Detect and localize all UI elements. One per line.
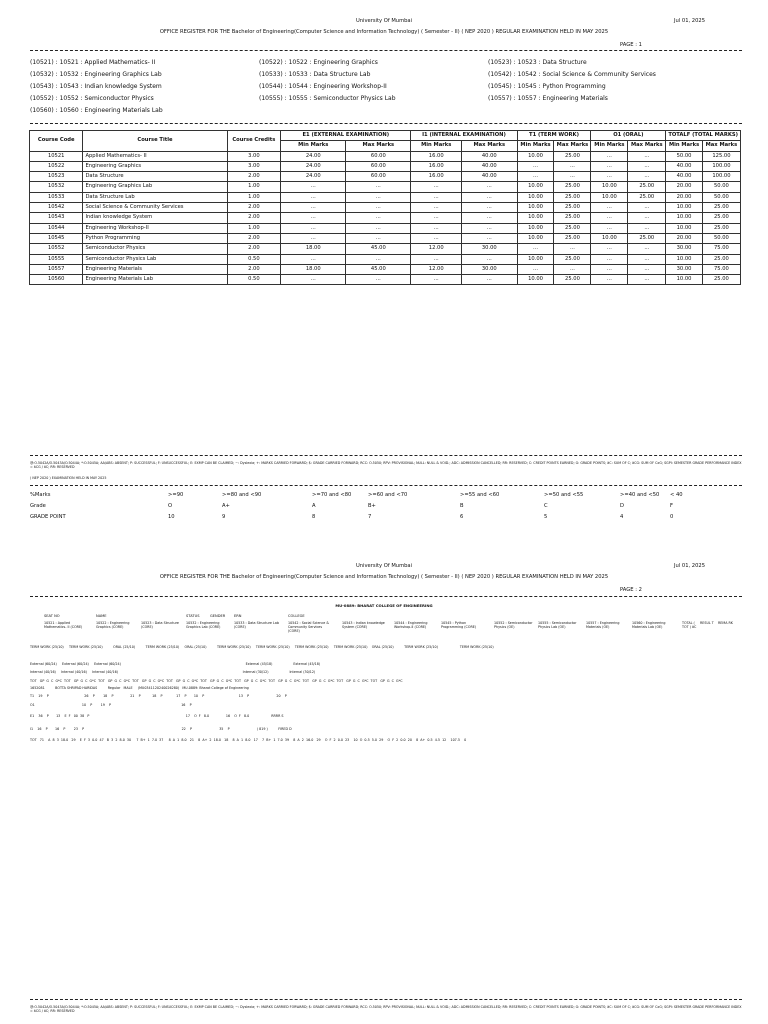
col-seat-no: SEAT NO bbox=[44, 614, 60, 618]
course-list-item: (10522) : 10522 : Engineering Graphics bbox=[259, 59, 378, 66]
result-row: External (60/24) External (60/24) External (60/24) External (45/18) External (45/18) bbox=[30, 662, 321, 666]
table-cell: ... bbox=[517, 264, 554, 274]
result-row: O1 10 P 19 P 16 P bbox=[30, 703, 192, 707]
subject-header: REMA RK bbox=[718, 621, 733, 625]
table-cell: ... bbox=[591, 275, 628, 285]
table-cell: 45.00 bbox=[346, 264, 411, 274]
table-row bbox=[30, 254, 741, 264]
table-cell: ... bbox=[628, 275, 666, 285]
table-cell: 2.00 bbox=[227, 172, 281, 182]
table-cell: 25.00 bbox=[702, 275, 740, 285]
table-cell: ... bbox=[591, 254, 628, 264]
col-i1: I1 (INTERNAL EXAMINATION) bbox=[411, 131, 517, 141]
table-cell: 16.00 bbox=[411, 172, 462, 182]
table-cell: Data Structure bbox=[83, 172, 227, 182]
course-list-item: (10542) : 10542 : Social Science & Community Services bbox=[488, 71, 656, 79]
table-cell: 50.00 bbox=[702, 233, 740, 243]
table-cell: 25.00 bbox=[628, 192, 666, 202]
grade-cell: C bbox=[544, 503, 548, 509]
result-row: TERM WORK (25/10) TERM WORK (25/10) ORAL (25/10) TERM WORK (25/10) ORAL (25/10) TERM WORK (25/10) TERM WORK (25/10) TERM WORK (25/10) TERM WORK (25/10) ORAL (25/10) TERM WORK (25/10) TERM WORK (25/10) bbox=[30, 645, 494, 649]
table-cell: Engineering Workshop-II bbox=[83, 223, 227, 233]
table-cell: ... bbox=[411, 203, 462, 213]
table-cell: Engineering Materials bbox=[83, 264, 227, 274]
table-cell: Applied Mathematics- II bbox=[83, 151, 227, 161]
grade-cell: 7 bbox=[368, 514, 372, 520]
grade-cell: GRADE POINT bbox=[30, 514, 66, 520]
table-cell: 20.00 bbox=[666, 192, 703, 202]
table-cell: 1.00 bbox=[227, 223, 281, 233]
table-cell: 16.00 bbox=[411, 151, 462, 161]
max-marks-header: Max Marks bbox=[346, 141, 411, 151]
table-cell: 25.00 bbox=[628, 182, 666, 192]
table-cell: ... bbox=[411, 233, 462, 243]
table-cell: Semiconductor Physics bbox=[83, 244, 227, 254]
grade-cell: 5 bbox=[544, 514, 548, 520]
table-row bbox=[30, 233, 741, 243]
grade-cell: >=90 bbox=[168, 492, 184, 498]
table-cell: ... bbox=[346, 192, 411, 202]
subject-header: 10552 : Semiconductor Physics (OE) bbox=[494, 621, 533, 630]
table-cell: 10545 bbox=[30, 233, 83, 243]
course-list bbox=[30, 57, 742, 117]
table-cell: 12.00 bbox=[411, 244, 462, 254]
table-cell: 50.00 bbox=[702, 192, 740, 202]
table-cell: 25.00 bbox=[702, 254, 740, 264]
report-date: Jul 01, 2025 bbox=[674, 563, 706, 569]
table-cell: ... bbox=[517, 244, 554, 254]
table-cell: Engineering Graphics Lab bbox=[83, 182, 227, 192]
table-cell: 1.00 bbox=[227, 192, 281, 202]
result-row: 1652081 BOTTA SHRIPAD HARIDAS Regular MALE (MU0341120240026280) MU-0889: Bharat College of Engineering bbox=[30, 686, 249, 690]
col-course-title: Course Title bbox=[83, 131, 227, 152]
table-cell: 10.00 bbox=[517, 151, 554, 161]
grade-cell: B+ bbox=[368, 503, 376, 509]
table-cell: 24.00 bbox=[281, 151, 346, 161]
table-cell: 30.00 bbox=[462, 264, 518, 274]
course-list-item: (10560) : 10560 : Engineering Materials Lab bbox=[30, 107, 163, 115]
grade-cell: >=80 and <90 bbox=[222, 492, 262, 498]
table-cell: ... bbox=[411, 223, 462, 233]
table-cell: 10543 bbox=[30, 213, 83, 223]
grade-cell: 4 bbox=[620, 514, 624, 520]
table-cell: 0.50 bbox=[227, 254, 281, 264]
subject-header: 10560 : Engineering Materials Lab (OE) bbox=[632, 621, 666, 630]
table-cell: ... bbox=[591, 264, 628, 274]
table-cell: ... bbox=[591, 151, 628, 161]
table-cell: ... bbox=[628, 254, 666, 264]
table-cell: 16.00 bbox=[411, 161, 462, 171]
table-cell: 0.50 bbox=[227, 275, 281, 285]
grade-cell: >=55 and <60 bbox=[460, 492, 500, 498]
table-cell: ... bbox=[591, 213, 628, 223]
table-cell: 75.00 bbox=[702, 244, 740, 254]
table-cell: 10.00 bbox=[666, 223, 703, 233]
table-cell: 10.00 bbox=[517, 182, 554, 192]
subject-header: 10545 : Python Programming (CORE) bbox=[441, 621, 477, 630]
table-cell: 10544 bbox=[30, 223, 83, 233]
table-cell: 3.00 bbox=[227, 151, 281, 161]
college-heading: MU-0889: BHARAT COLLEGE OF ENGINEERING bbox=[335, 603, 433, 608]
table-cell: ... bbox=[462, 275, 518, 285]
table-cell: 25.00 bbox=[554, 275, 591, 285]
table-cell: 40.00 bbox=[666, 172, 703, 182]
table-cell: Engineering Graphics bbox=[83, 161, 227, 171]
table-cell: 20.00 bbox=[666, 182, 703, 192]
col-status: STATUS bbox=[186, 614, 200, 618]
dashed-divider bbox=[30, 455, 742, 456]
table-cell: 60.00 bbox=[346, 172, 411, 182]
table-cell: ... bbox=[462, 223, 518, 233]
table-cell: 10.00 bbox=[517, 203, 554, 213]
table-cell: ... bbox=[346, 203, 411, 213]
table-cell: 75.00 bbox=[702, 264, 740, 274]
table-cell: ... bbox=[628, 161, 666, 171]
table-row bbox=[30, 275, 741, 285]
table-cell: 10522 bbox=[30, 161, 83, 171]
table-cell: ... bbox=[281, 192, 346, 202]
dashed-divider bbox=[30, 123, 742, 124]
table-cell: 60.00 bbox=[346, 161, 411, 171]
table-cell: ... bbox=[554, 244, 591, 254]
table-cell: ... bbox=[517, 161, 554, 171]
table-cell: 10523 bbox=[30, 172, 83, 182]
subject-header: RESUL T bbox=[700, 621, 714, 625]
result-row: I1 16 P 16 P 23 P 22 P 35 P ( 819 ) FIRED D bbox=[30, 727, 292, 731]
table-row bbox=[30, 151, 741, 161]
table-cell: ... bbox=[462, 233, 518, 243]
col-ern: ERN bbox=[234, 614, 242, 618]
table-cell: Social Science & Community Services bbox=[83, 203, 227, 213]
table-cell: ... bbox=[411, 182, 462, 192]
table-cell: ... bbox=[591, 203, 628, 213]
subject-header: 10542 : Social Science & Community Services (CORE) bbox=[288, 621, 329, 634]
table-cell: 10.00 bbox=[517, 223, 554, 233]
col-gender: GENDER bbox=[210, 614, 226, 618]
course-list-item: (10543) : 10543 : Indian knowledge System bbox=[30, 83, 162, 91]
table-cell: ... bbox=[628, 223, 666, 233]
table-cell: 2.00 bbox=[227, 203, 281, 213]
table-cell: Indian knowledge System bbox=[83, 213, 227, 223]
dashed-divider bbox=[30, 485, 742, 486]
course-list-item: (10557) : 10557 : Engineering Materials bbox=[488, 95, 608, 103]
table-row bbox=[30, 203, 741, 213]
table-row bbox=[30, 264, 741, 274]
table-cell: 10.00 bbox=[666, 254, 703, 264]
grade-cell: >=60 and <70 bbox=[368, 492, 408, 498]
table-cell: 1.00 bbox=[227, 182, 281, 192]
subject-header: 10523 : Data Structure (CORE) bbox=[141, 621, 179, 630]
table-cell: ... bbox=[591, 223, 628, 233]
table-cell: 10.00 bbox=[666, 213, 703, 223]
table-cell: ... bbox=[281, 233, 346, 243]
result-row: TOT GP G C G*C TOT GP G C G*C TOT GP G C G*C TOT GP G C G*C TOT GP G C G*C TOT GP G C G*C TOT GP G C G*C TOT GP G C G*C TOT GP G C G*C TOT GP G C G*C TOT GP G C G*C bbox=[30, 679, 403, 683]
grade-cell: 8 bbox=[312, 514, 316, 520]
table-cell: 25.00 bbox=[702, 213, 740, 223]
table-cell: 25.00 bbox=[554, 233, 591, 243]
table-cell: ... bbox=[411, 275, 462, 285]
dashed-divider bbox=[30, 596, 742, 597]
course-list-item: (10533) : 10533 : Data Structure Lab bbox=[259, 71, 371, 79]
table-cell: 20.00 bbox=[666, 233, 703, 243]
table-row bbox=[30, 213, 741, 223]
min-marks-header: Min Marks bbox=[517, 141, 554, 151]
table-cell: ... bbox=[462, 254, 518, 264]
table-cell: 3.00 bbox=[227, 161, 281, 171]
result-row: TOT 71 A 8 3 18.0 29 E F 3 0.0 47 B 3 2 8.0 30 7 B+ 1 7.0 37 8 A 1 8.0 21 8 A+ 2 18.0 18 8 A 1 8.0 17 7 B+ 1 7.0 39 8 A 2 16.0 29 O F 2 0.0 23 10 O 0.5 5.0 29 O F 2 0.0 20 8 A+ 0.5 4.5 12 107.5 0 bbox=[30, 738, 467, 742]
table-cell: 12.00 bbox=[411, 264, 462, 274]
table-cell: 30.00 bbox=[462, 244, 518, 254]
table-row bbox=[30, 223, 741, 233]
dashed-divider bbox=[30, 999, 742, 1000]
table-cell: 30.00 bbox=[666, 264, 703, 274]
table-cell: 100.00 bbox=[702, 172, 740, 182]
min-marks-header: Min Marks bbox=[411, 141, 462, 151]
table-cell: 25.00 bbox=[554, 151, 591, 161]
table-cell: 40.00 bbox=[462, 172, 518, 182]
table-cell: 10532 bbox=[30, 182, 83, 192]
table-cell: 2.00 bbox=[227, 264, 281, 274]
result-row: E1 36 P 13 E F 00 38 P 17 O F 8.0 16 O F 8.0 RRRR S bbox=[30, 714, 284, 718]
min-marks-header: Min Marks bbox=[591, 141, 628, 151]
table-cell: ... bbox=[411, 254, 462, 264]
course-list-item: (10521) : 10521 : Applied Mathematics- II bbox=[30, 59, 156, 66]
table-cell: ... bbox=[462, 213, 518, 223]
table-cell: 25.00 bbox=[554, 192, 591, 202]
table-cell: ... bbox=[411, 192, 462, 202]
course-list-item: (10523) : 10523 : Data Structure bbox=[488, 59, 587, 66]
grade-cell: 0 bbox=[670, 514, 674, 520]
col-course-code: Course Code bbox=[30, 131, 83, 152]
table-cell: ... bbox=[591, 172, 628, 182]
table-cell: 10521 bbox=[30, 151, 83, 161]
table-cell: ... bbox=[281, 254, 346, 264]
result-row: Internal (40/16) Internal (40/16) Internal (40/16) Internal (30/12) Internal (30/12) bbox=[30, 670, 316, 674]
table-cell: 50.00 bbox=[666, 151, 703, 161]
table-cell: Python Programming bbox=[83, 233, 227, 243]
table-cell: 10533 bbox=[30, 192, 83, 202]
register-title: OFFICE REGISTER FOR THE Bachelor of Engineering(Computer Science and Information Technology) ( Semester - II) ( NEP 2020 ) REGULAR EXAMINATION HELD IN MAY 2025 bbox=[159, 574, 609, 580]
register-title: OFFICE REGISTER FOR THE Bachelor of Engineering(Computer Science and Information Technology) ( Semester - II) ( NEP 2020 ) REGULAR EXAMINATION HELD IN MAY 2025 bbox=[159, 29, 609, 35]
page-number: PAGE : 1 bbox=[620, 42, 642, 48]
table-cell: ... bbox=[281, 213, 346, 223]
col-course-credits: Course Credits bbox=[227, 131, 281, 152]
course-list-item: (10552) : 10552 : Semiconductor Physics bbox=[30, 95, 154, 103]
min-marks-header: Min Marks bbox=[666, 141, 703, 151]
table-cell: 10.00 bbox=[591, 182, 628, 192]
table-cell: 25.00 bbox=[554, 213, 591, 223]
page-number: PAGE : 2 bbox=[620, 587, 642, 593]
legend-text: @:O.5042A/O.5043A/O.5044A; *:O.5045A; AA/ABS: ABSENT; P: SUCCESSFUL; F: UNSUCCESSFUL; E: EXMP CAN BE CLAIMED; ~: Dyslexia; +: MARKS CARRIED FORWARD; $: GRADE CARRIED FORWARD; RCC: O.5050; RPV: PROVISIONAL; NULL: NULL & VOID.; ADC: ADMISSION CANCELLED; RR: RESERVED; C: CREDIT POINTS EARNED; G: GRADE POINTS; äC: SUM OF C; äCG: SUM OF CxG; SGPI: SEMESTER GRADE PERFORMANCE INDEX = äCG / äC; RR: RESERVED bbox=[30, 1005, 742, 1014]
table-cell: 25.00 bbox=[702, 203, 740, 213]
table-cell: 25.00 bbox=[554, 254, 591, 264]
grade-cell: O bbox=[168, 503, 173, 509]
course-list-item: (10532) : 10532 : Engineering Graphics Lab bbox=[30, 71, 162, 79]
col-e1: E1 (EXTERNAL EXAMINATION) bbox=[281, 131, 411, 141]
grade-cell: >=40 and <50 bbox=[620, 492, 660, 498]
subject-header: 10522 : Engineering Graphics (CORE) bbox=[96, 621, 130, 630]
grade-cell: < 40 bbox=[670, 492, 683, 498]
table-cell: 10555 bbox=[30, 254, 83, 264]
table-cell: ... bbox=[462, 182, 518, 192]
table-row bbox=[30, 244, 741, 254]
grade-cell: B bbox=[460, 503, 464, 509]
grade-cell: %Marks bbox=[30, 492, 51, 498]
table-cell: ... bbox=[591, 244, 628, 254]
table-cell: ... bbox=[281, 203, 346, 213]
table-cell: ... bbox=[411, 213, 462, 223]
table-cell: 10552 bbox=[30, 244, 83, 254]
max-marks-header: Max Marks bbox=[462, 141, 518, 151]
subject-header: 10543 : Indian knowledge System (CORE) bbox=[342, 621, 385, 630]
table-cell: 25.00 bbox=[554, 182, 591, 192]
subject-header: 10533 : Data Structure Lab (CORE) bbox=[234, 621, 279, 630]
subject-header: 10555 : Semiconductor Physics Lab (OE) bbox=[538, 621, 577, 630]
table-cell: 25.00 bbox=[554, 203, 591, 213]
legend-text: @:O.5042A/O.5043A/O.5044A; *:O.5045A; AA/ABS: ABSENT; P: SUCCESSFUL; F: UNSUCCESSFUL; E: EXMP CAN BE CLAIMED; ~: Dyslexia; +: MARKS CARRIED FORWARD; $: GRADE CARRIED FORWARD; RCC: O.5050; RPV: PROVISIONAL; NULL: NULL & VOID.; ADC: ADMISSION CANCELLED; RR: RESERVED; C: CREDIT POINTS EARNED; G: GRADE POINTS; äC: SUM OF C; äCG: SUM OF CxG; SGPI: SEMESTER GRADE PERFORMANCE INDEX = äCG / äC; RR: RESERVED bbox=[30, 461, 742, 470]
table-cell: 30.00 bbox=[666, 244, 703, 254]
grade-cell: D bbox=[620, 503, 624, 509]
table-cell: 10.00 bbox=[517, 233, 554, 243]
table-cell: ... bbox=[462, 203, 518, 213]
table-cell: Data Structure Lab bbox=[83, 192, 227, 202]
table-cell: 100.00 bbox=[702, 161, 740, 171]
course-list-item: (10555) : 10555 : Semiconductor Physics Lab bbox=[259, 95, 396, 103]
table-cell: 45.00 bbox=[346, 244, 411, 254]
table-cell: 25.00 bbox=[554, 223, 591, 233]
table-row bbox=[30, 172, 741, 182]
table-cell: 10557 bbox=[30, 264, 83, 274]
grade-cell: 10 bbox=[168, 514, 175, 520]
table-cell: 125.00 bbox=[702, 151, 740, 161]
table-cell: ... bbox=[346, 275, 411, 285]
col-college: COLLEGE bbox=[288, 614, 305, 618]
subject-header: 10544 : Engineering Workshop-II (CORE) bbox=[394, 621, 428, 630]
table-cell: 10.00 bbox=[517, 213, 554, 223]
grade-cell: 9 bbox=[222, 514, 226, 520]
grade-cell: >=70 and <80 bbox=[312, 492, 352, 498]
table-cell: ... bbox=[346, 182, 411, 192]
table-cell: 10.00 bbox=[517, 254, 554, 264]
table-cell: 40.00 bbox=[462, 151, 518, 161]
grade-table-title: ( NEP 2020 ) EXAMINATION HELD IN MAY 2025 bbox=[30, 476, 107, 480]
table-cell: ... bbox=[628, 172, 666, 182]
course-list-item: (10544) : 10544 : Engineering Workshop-II bbox=[259, 83, 387, 91]
table-cell: 18.00 bbox=[281, 264, 346, 274]
table-cell: 10.00 bbox=[517, 275, 554, 285]
table-cell: ... bbox=[554, 161, 591, 171]
marks-scheme-table bbox=[29, 130, 741, 285]
table-cell: ... bbox=[346, 233, 411, 243]
max-marks-header: Max Marks bbox=[702, 141, 740, 151]
table-cell: Engineering Materials Lab bbox=[83, 275, 227, 285]
result-row: T1 19 P 26 P 18 P 21 P 18 P 17 P 10 P 13 P 20 P bbox=[30, 694, 287, 698]
table-cell: ... bbox=[462, 192, 518, 202]
table-cell: 18.00 bbox=[281, 244, 346, 254]
table-cell: 40.00 bbox=[462, 161, 518, 171]
table-cell: 2.00 bbox=[227, 244, 281, 254]
table-cell: 10542 bbox=[30, 203, 83, 213]
table-row bbox=[30, 192, 741, 202]
table-cell: 2.00 bbox=[227, 213, 281, 223]
min-marks-header: Min Marks bbox=[281, 141, 346, 151]
table-cell: ... bbox=[554, 264, 591, 274]
grade-cell: F bbox=[670, 503, 673, 509]
grade-cell: A+ bbox=[222, 503, 230, 509]
table-cell: ... bbox=[628, 264, 666, 274]
table-cell: ... bbox=[281, 182, 346, 192]
table-row bbox=[30, 161, 741, 171]
subject-header: TOTAL ( TOT ) äC bbox=[682, 621, 697, 630]
dashed-divider bbox=[30, 50, 742, 51]
university-name: University Of Mumbai bbox=[355, 563, 413, 569]
table-cell: ... bbox=[346, 223, 411, 233]
col-t1: T1 (TERM WORK) bbox=[517, 131, 591, 141]
max-marks-header: Max Marks bbox=[628, 141, 666, 151]
table-cell: 10.00 bbox=[666, 203, 703, 213]
table-cell: 24.00 bbox=[281, 161, 346, 171]
col-total: TOTALF (TOTAL MARKS) bbox=[666, 131, 741, 141]
table-cell: 60.00 bbox=[346, 151, 411, 161]
subject-header: 10557 : Engineering Materials (OE) bbox=[586, 621, 620, 630]
table-cell: Semiconductor Physics Lab bbox=[83, 254, 227, 264]
table-cell: ... bbox=[591, 161, 628, 171]
university-name: University Of Mumbai bbox=[355, 18, 413, 24]
table-cell: 10560 bbox=[30, 275, 83, 285]
grade-cell: Grade bbox=[30, 503, 46, 509]
col-o1: O1 (ORAL) bbox=[591, 131, 666, 141]
table-cell: ... bbox=[628, 213, 666, 223]
subject-header: 10532 : Engineering Graphics Lab (CORE) bbox=[186, 621, 221, 630]
table-cell: 10.00 bbox=[666, 275, 703, 285]
table-cell: ... bbox=[281, 223, 346, 233]
table-cell: ... bbox=[346, 213, 411, 223]
course-list-item: (10545) : 10545 : Python Programming bbox=[488, 83, 606, 91]
table-cell: 50.00 bbox=[702, 182, 740, 192]
grade-cell: A bbox=[312, 503, 316, 509]
grade-cell: >=50 and <55 bbox=[544, 492, 584, 498]
table-cell: 40.00 bbox=[666, 161, 703, 171]
table-cell: 10.00 bbox=[591, 192, 628, 202]
table-cell: 25.00 bbox=[628, 233, 666, 243]
table-cell: ... bbox=[517, 172, 554, 182]
table-cell: 10.00 bbox=[517, 192, 554, 202]
table-cell: ... bbox=[628, 244, 666, 254]
max-marks-header: Max Marks bbox=[554, 141, 591, 151]
table-cell: 25.00 bbox=[702, 223, 740, 233]
table-cell: 2.00 bbox=[227, 233, 281, 243]
subject-header: 10521 : Applied Mathematics- II (CORE) bbox=[44, 621, 83, 630]
grade-cell: 6 bbox=[460, 514, 464, 520]
table-cell: ... bbox=[281, 275, 346, 285]
table-row bbox=[30, 182, 741, 192]
col-name: NAME bbox=[96, 614, 107, 618]
table-cell: 10.00 bbox=[591, 233, 628, 243]
report-date: Jul 01, 2025 bbox=[674, 18, 706, 24]
table-cell: ... bbox=[554, 172, 591, 182]
table-cell: ... bbox=[346, 254, 411, 264]
table-cell: ... bbox=[628, 203, 666, 213]
table-cell: ... bbox=[628, 151, 666, 161]
table-cell: 24.00 bbox=[281, 172, 346, 182]
